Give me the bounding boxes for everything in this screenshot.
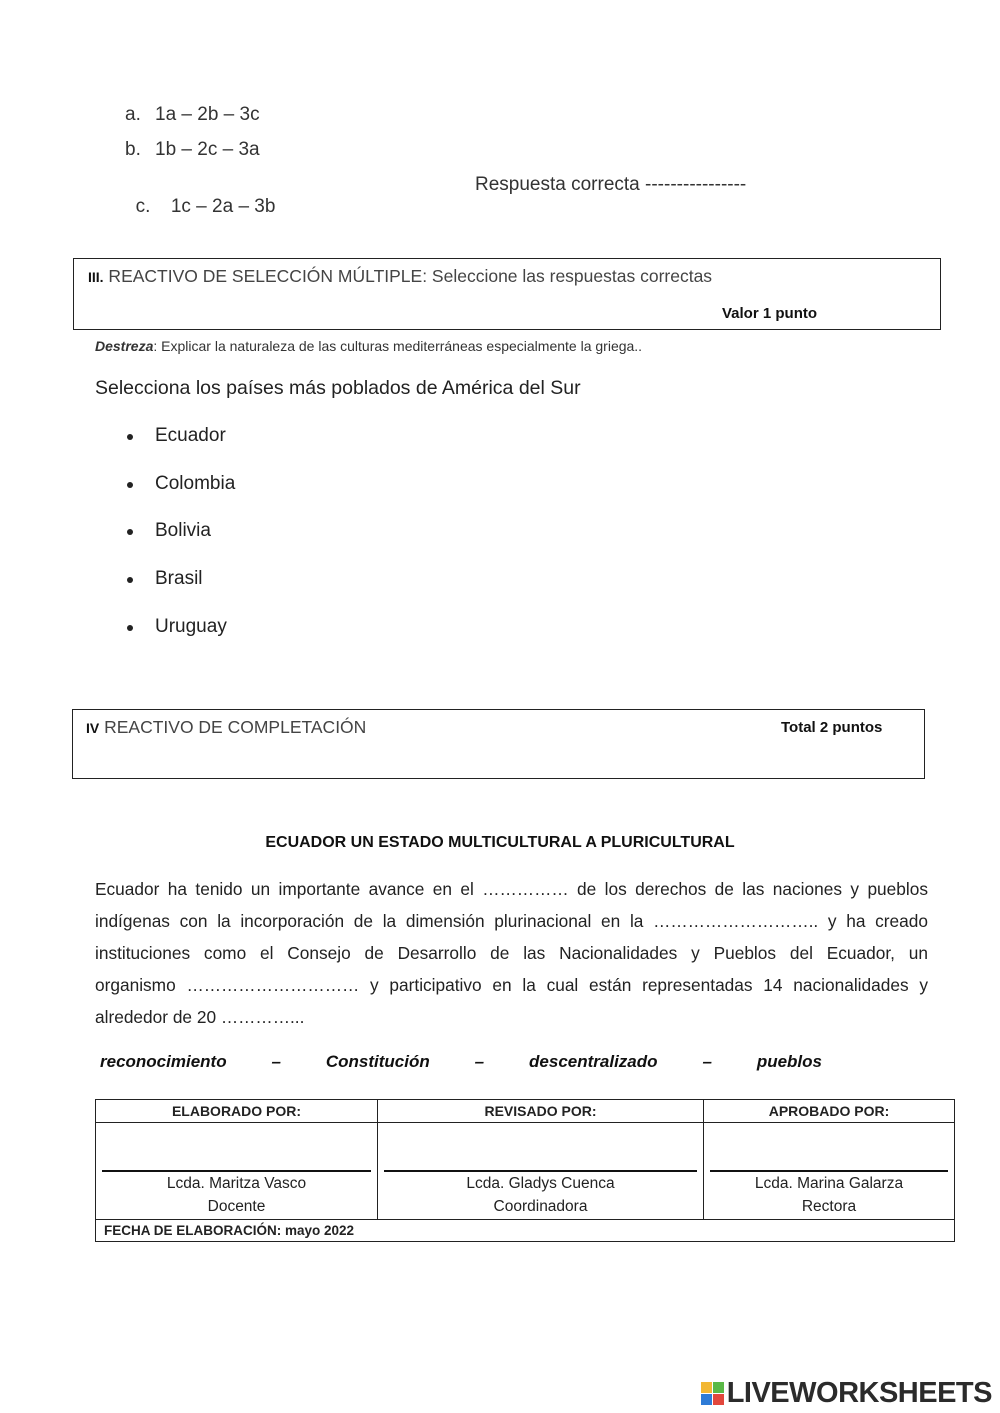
section-3-box	[73, 258, 941, 330]
word-option[interactable]: pueblos	[756, 1052, 822, 1071]
country-option-ecuador[interactable]	[155, 425, 226, 447]
section-3-value: Valor 1 punto	[722, 305, 818, 322]
signature-line	[710, 1170, 948, 1172]
logo-block	[701, 1394, 712, 1405]
word-separator: –	[702, 1052, 712, 1071]
signer-role: Docente	[207, 1198, 266, 1215]
section-4-box	[72, 709, 925, 779]
bullet-icon	[127, 482, 133, 488]
word-bank	[100, 1052, 822, 1072]
logo-block	[713, 1382, 724, 1393]
bullet-icon	[127, 434, 133, 440]
word-separator: –	[474, 1052, 485, 1071]
word-option[interactable]: Constitución	[325, 1052, 430, 1071]
country-label: Ecuador	[155, 425, 226, 446]
section-4-total: Total 2 puntos	[781, 719, 883, 736]
option-text: 1c – 2a – 3b	[165, 196, 276, 217]
logo-block	[701, 1382, 712, 1393]
word-option[interactable]: reconocimiento	[100, 1052, 227, 1071]
section-4-title-text: REACTIVO DE COMPLETACIÓN	[99, 717, 367, 737]
bullet-icon	[127, 529, 133, 535]
country-label: Colombia	[155, 473, 236, 494]
header-revisado: REVISADO POR:	[378, 1100, 704, 1123]
reading-title: ECUADOR UN ESTADO MULTICULTURAL A PLURICULTURAL	[265, 834, 735, 851]
bullet-icon	[127, 625, 133, 631]
header-aprobado: APROBADO POR:	[704, 1100, 955, 1123]
option-letter: c.	[135, 196, 151, 217]
logo-text: LIVEWORKSHEETS	[726, 1377, 992, 1409]
signature-line	[384, 1170, 697, 1172]
option-text: 1a – 2b – 3c	[155, 104, 260, 125]
section-4-number: IV	[86, 720, 100, 736]
question-text: Selecciona los países más poblados de América del Sur	[95, 377, 581, 399]
answer-field[interactable]: Respuesta correcta ----------------	[475, 174, 747, 195]
paragraph-line: instituciones como el Consejo de Desarrollo de las Nacionalidades y Pueblos del Ecuador, un	[95, 943, 928, 963]
signature-cell-revisado	[378, 1123, 704, 1220]
paragraph-line: organismo ………………………… y participativo en la cual están representadas 14 nacionalidades y	[95, 975, 928, 995]
signer-name: Lcda. Marina Galarza	[754, 1175, 904, 1192]
completion-paragraph	[95, 873, 928, 1033]
option-letter: b.	[125, 139, 141, 160]
word-option[interactable]: descentralizado	[529, 1052, 658, 1071]
signature-line	[102, 1170, 371, 1172]
country-option-brasil[interactable]	[155, 568, 203, 590]
paragraph-line: alrededor de 20 …………...	[95, 1007, 305, 1027]
country-label: Brasil	[155, 568, 203, 589]
logo-blocks-icon	[701, 1382, 724, 1405]
paragraph-line: Ecuador ha tenido un importante avance en el …………… de los derechos de las naciones y pueblos	[95, 879, 928, 899]
signature-cell-elaborado	[96, 1123, 378, 1220]
signer-role: Coordinadora	[493, 1198, 588, 1215]
skill-line	[95, 338, 642, 354]
header-elaborado: ELABORADO POR:	[96, 1100, 378, 1123]
liveworksheets-logo[interactable]	[701, 1377, 992, 1410]
country-label: Uruguay	[155, 616, 227, 637]
option-b	[125, 139, 260, 161]
signature-cell-aprobado	[704, 1123, 955, 1220]
paragraph-line: indígenas con la incorporación de la dimensión plurinacional en la ……………………….. y ha creado	[95, 911, 928, 931]
country-option-bolivia[interactable]	[155, 520, 211, 542]
section-3-number: III.	[88, 269, 104, 285]
option-letter: a.	[125, 104, 141, 125]
logo-block	[713, 1394, 724, 1405]
skill-text: : Explicar la naturaleza de las culturas mediterráneas especialmente la griega..	[153, 338, 643, 354]
section-3-title-text: REACTIVO DE SELECCIÓN MÚLTIPLE: Seleccione las respuestas correctas	[103, 266, 713, 286]
bullet-icon	[127, 577, 133, 583]
country-option-colombia[interactable]	[155, 473, 235, 495]
date-cell: FECHA DE ELABORACIÓN: mayo 2022	[96, 1220, 955, 1242]
word-separator: –	[271, 1052, 281, 1071]
option-a	[125, 104, 260, 126]
section-4-title	[86, 717, 366, 738]
skill-label: Destreza	[95, 338, 154, 354]
section-3-title	[88, 266, 712, 287]
signature-table	[95, 1099, 955, 1242]
option-c	[125, 174, 275, 218]
signer-name: Lcda. Maritza Vasco	[166, 1175, 307, 1192]
option-text: 1b – 2c – 3a	[155, 139, 260, 160]
signer-role: Rectora	[801, 1198, 857, 1215]
country-label: Bolivia	[155, 520, 211, 541]
signer-name: Lcda. Gladys Cuenca	[466, 1175, 615, 1192]
country-option-uruguay[interactable]	[155, 616, 227, 638]
